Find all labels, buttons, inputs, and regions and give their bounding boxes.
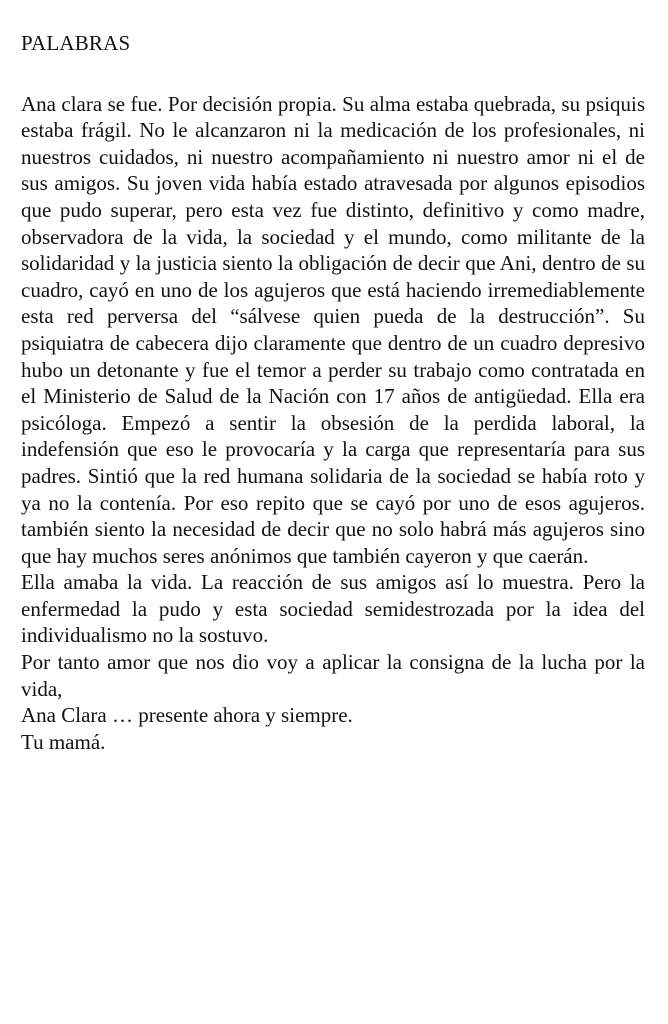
signature: Tu mamá. [21, 729, 106, 754]
letter-document [21, 30, 645, 755]
document-title: PALABRAS [21, 31, 131, 55]
paragraph-2: Ella amaba la vida. La reacción de sus amigos así lo muestra. Pero la enfermedad la pudo y esta sociedad semidestrozada por la idea del individualismo no la sostuvo. [21, 570, 645, 648]
paragraph-1: Ana clara se fue. Por decisión propia. Su alma estaba quebrada, su psiquis estaba frágil. No le alcanzaron ni la medicación de los profesionales, ni nuestros cuidados, ni nuestro acompañamiento ni nuestro amor ni el de sus amigos. Su joven vida había estado atravesada por algunos episodios que pudo superar, pero esta vez fue distinto, definitivo y como madre, observadora de la vida, la sociedad y el mundo, como militante de la solidaridad y la justicia siento la obligación de decir que Ani, dentro de su cuadro, cayó en uno de los agujeros que está haciendo irremediablemente esta red perversa del “sálvese quien pueda de la destrucción”. Su psiquiatra de cabecera dijo claramente que dentro de un cuadro depresivo hubo un detonante y fue el temor a perder su trabajo como contratada en el Ministerio de Salud de la Nación con 17 años de antigüedad. Ella era psicóloga. Empezó a sentir la obsesión de la perdida laboral, la indefensión que eso le provocaría y la carga que representaría para sus padres. Sintió que la red humana solidaria de la sociedad se había roto y ya no la contenía. Por eso repito que se cayó por uno de esos agujeros. también siento la necesidad de decir que no solo habrá más agujeros sino que hay muchos seres anónimos que también cayeron y que caerán. [21, 91, 645, 568]
closing-line: Ana Clara … presente ahora y siempre. [21, 703, 353, 728]
paragraph-3: Por tanto amor que nos dio voy a aplicar la consigna de la lucha por la vida, [21, 650, 645, 701]
